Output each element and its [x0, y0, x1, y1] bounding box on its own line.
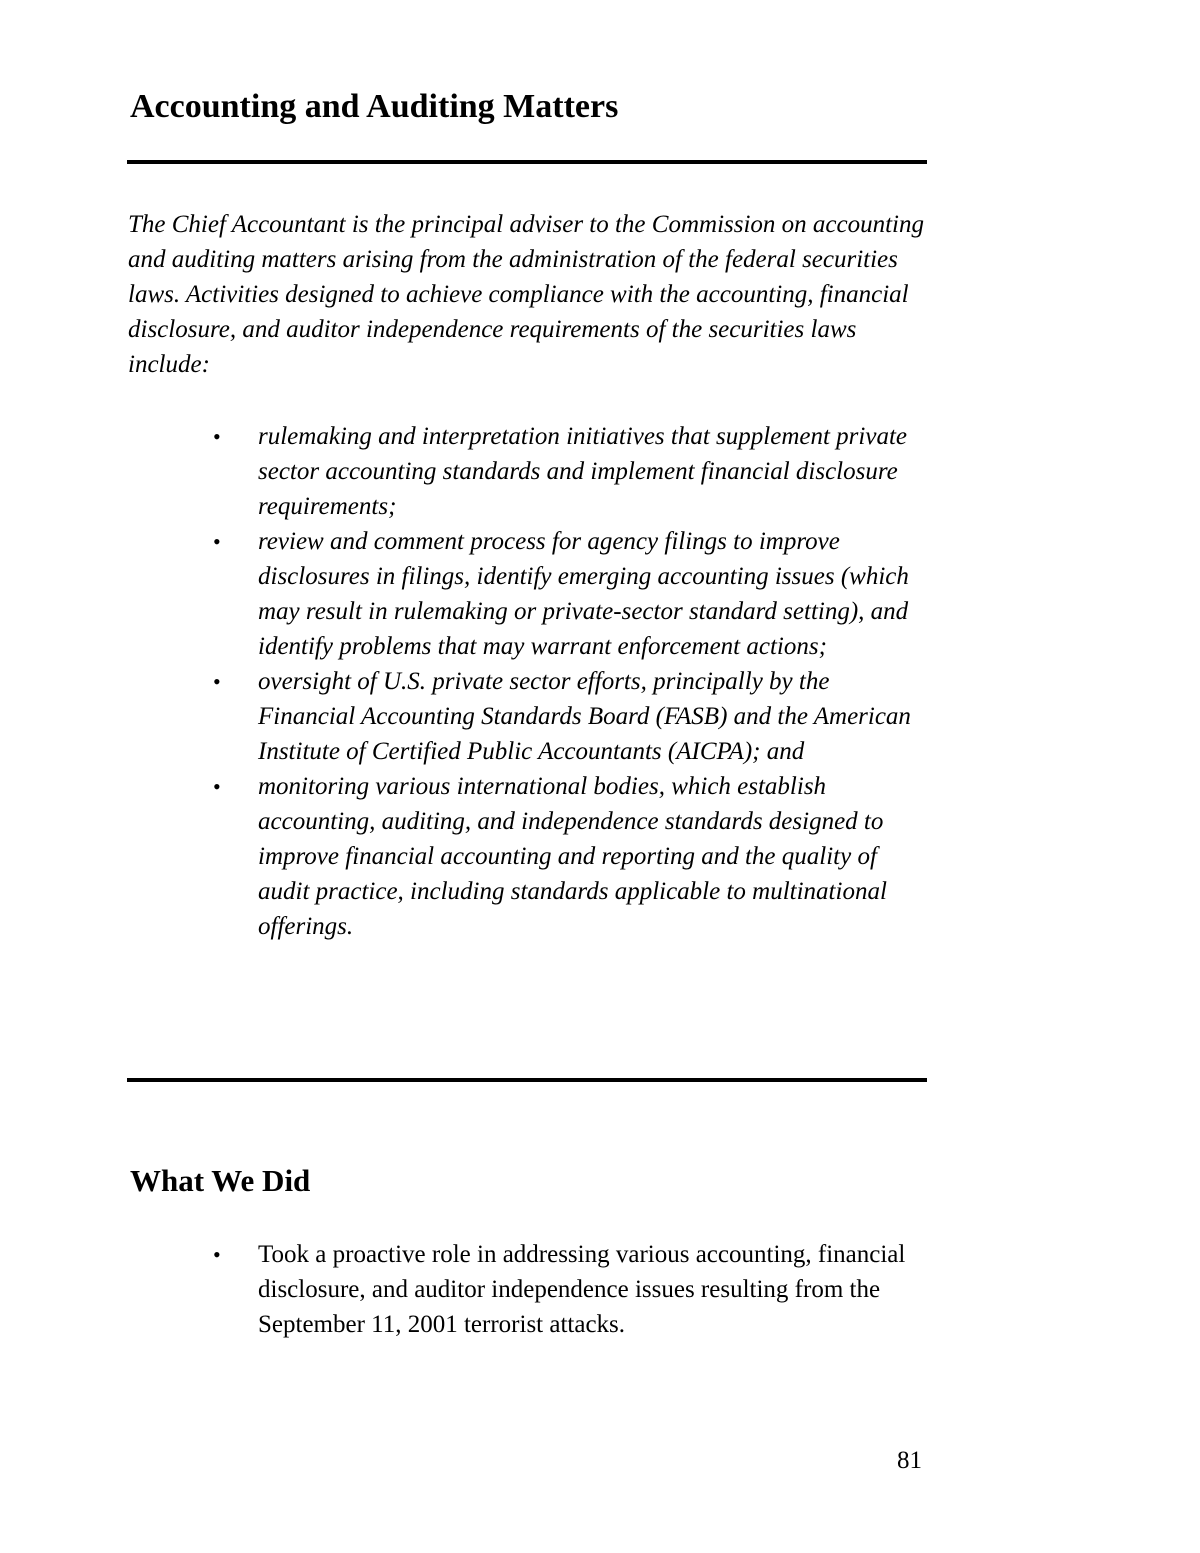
list-item-text: oversight of U.S. private sector efforts, principally by the Financial Accounting Standards Board (FASB) and the American Institute of Certified Public Accountants (AICPA); and [258, 668, 911, 765]
bullet-icon: • [213, 774, 221, 799]
section-heading: What We Did [130, 1163, 311, 1198]
bullet-icon: • [213, 529, 221, 554]
list-item [0, 419, 923, 524]
list-item [0, 769, 923, 944]
bullet-icon: • [213, 1242, 221, 1267]
list-item-text: monitoring various international bodies, which establish accounting, auditing, and independence standards designed to improve financial accounting and reporting and the quality of audit practice, including standards applicable to multinational offerings. [258, 773, 887, 940]
bottom-divider [127, 1078, 927, 1082]
list-item [0, 524, 923, 664]
list-item-text: rulemaking and interpretation initiatives that supplement private sector accounting standards and implement financial disclosure requirements; [258, 423, 907, 520]
list-item-text: review and comment process for agency filings to improve disclosures in filings, identify emerging accounting issues (which may result in rulemaking or private-sector standard setting), and identify problems that may warrant enforcement actions; [258, 528, 909, 660]
page-title: Accounting and Auditing Matters [130, 88, 619, 125]
activities-list [0, 419, 923, 944]
page-number: 81 [897, 1447, 922, 1474]
intro-paragraph: The Chief Accountant is the principal adviser to the Commission on accounting and auditing matters arising from the administration of the federal securities laws. Activities designed to achieve compliance with the accounting, financial disclosure, and auditor independence requirements of the securities laws include: [128, 211, 924, 378]
top-divider [127, 160, 927, 164]
list-item [0, 1237, 923, 1342]
what-we-did-list [0, 1237, 923, 1342]
bullet-icon: • [213, 424, 221, 449]
list-item [0, 664, 923, 769]
list-item-text: Took a proactive role in addressing various accounting, financial disclosure, and auditor independence issues resulting from the September 11, 2001 terrorist attacks. [258, 1241, 906, 1338]
bullet-icon: • [213, 669, 221, 694]
